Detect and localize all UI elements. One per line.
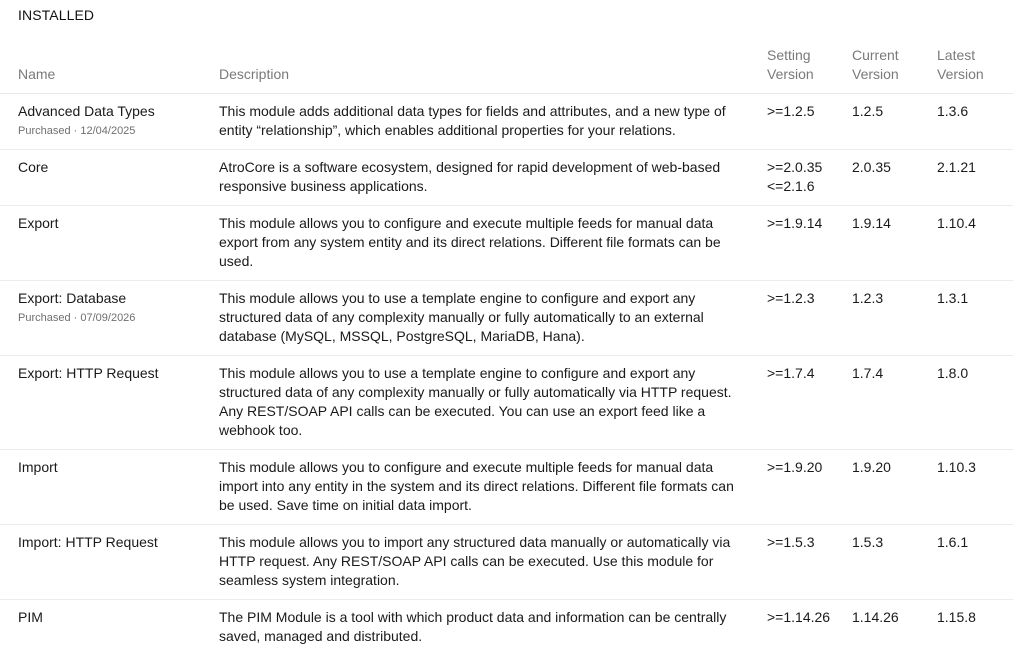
setting-version-cell xyxy=(749,150,834,206)
setting-version: >=1.14.26 xyxy=(767,609,831,625)
current-version: 1.2.5 xyxy=(834,94,919,150)
module-description: This module allows you to import any structured data manually or automatically via HTTP request. Any REST/SOAP API calls can be executed. Use this module for seamless system integration. xyxy=(201,525,749,600)
module-name-cell xyxy=(0,450,201,525)
module-description: This module allows you to use a template engine to configure and export any structured data of any complexity manually or fully automatically via HTTP request. Any REST/SOAP API calls can be executed. You can use an export feed like a webhook too. xyxy=(201,356,749,450)
column-header-current-version-line2: Version xyxy=(852,66,899,82)
module-name-cell xyxy=(0,206,201,281)
latest-version: 1.8.0 xyxy=(919,356,1013,450)
latest-version: 1.3.1 xyxy=(919,281,1013,356)
module-name-cell xyxy=(0,525,201,600)
latest-version: 1.10.4 xyxy=(919,206,1013,281)
current-version: 1.9.14 xyxy=(834,206,919,281)
column-header-current-version-line1: Current xyxy=(852,47,899,63)
table-header-row xyxy=(0,46,1013,94)
column-header-name-label: Name xyxy=(18,66,56,82)
column-header-setting-version xyxy=(749,46,834,94)
module-name[interactable]: Export: HTTP Request xyxy=(18,365,159,381)
current-version: 1.7.4 xyxy=(834,356,919,450)
column-header-name xyxy=(0,46,201,94)
setting-version: >=1.9.20 xyxy=(767,459,823,475)
table-row[interactable] xyxy=(0,94,1013,150)
setting-version: >=1.7.4 xyxy=(767,365,815,381)
module-name[interactable]: Export: Database xyxy=(18,290,127,306)
setting-version-cell xyxy=(749,356,834,450)
setting-version: >=1.2.3 xyxy=(767,290,815,306)
column-header-latest-version xyxy=(919,46,1013,94)
setting-version-cell xyxy=(749,600,834,656)
table-row[interactable] xyxy=(0,600,1013,656)
purchase-info: Purchased · 12/04/2025 xyxy=(18,125,136,137)
setting-version-cell xyxy=(749,450,834,525)
latest-version: 1.3.6 xyxy=(919,94,1013,150)
current-version: 1.14.26 xyxy=(852,609,899,625)
table-row[interactable] xyxy=(0,206,1013,281)
module-name-cell xyxy=(0,150,201,206)
setting-version-cell xyxy=(749,206,834,281)
module-name[interactable]: Import xyxy=(18,459,58,475)
setting-version-cell xyxy=(749,525,834,600)
setting-version: <=2.1.6 xyxy=(767,178,815,194)
module-name-cell xyxy=(0,600,201,656)
table-row[interactable] xyxy=(0,281,1013,356)
setting-version: >=1.2.5 xyxy=(767,103,815,119)
module-description: AtroCore is a software ecosystem, designed for rapid development of web-based responsive business applications. xyxy=(201,150,749,206)
column-header-setting-version-line2: Version xyxy=(767,66,814,82)
column-header-latest-version-line1: Latest xyxy=(937,47,976,63)
current-version: 1.2.3 xyxy=(834,281,919,356)
column-header-description xyxy=(201,46,749,94)
setting-version: >=1.9.14 xyxy=(767,215,823,231)
module-name[interactable]: Import: HTTP Request xyxy=(18,534,158,550)
module-description: This module allows you to use a template engine to configure and export any structured data of any complexity manually or fully automatically to an external database (MySQL, MSSQL, PostgreSQL, MariaDB, Hana). xyxy=(201,281,749,356)
module-name-cell xyxy=(0,281,201,356)
table-row[interactable] xyxy=(0,525,1013,600)
column-header-description-label: Description xyxy=(219,66,290,82)
module-name[interactable]: Export xyxy=(18,215,59,231)
latest-version: 2.1.21 xyxy=(919,150,1013,206)
table-row[interactable] xyxy=(0,356,1013,450)
module-name[interactable]: PIM xyxy=(18,609,43,625)
module-description: This module adds additional data types for fields and attributes, and a new type of entity “relationship”, which enables additional properties for your relations. xyxy=(201,94,749,150)
table-row[interactable] xyxy=(0,150,1013,206)
column-header-setting-version-line1: Setting xyxy=(767,47,811,63)
current-version: 1.9.20 xyxy=(834,450,919,525)
latest-version: 1.15.8 xyxy=(937,609,976,625)
module-description: The PIM Module is a tool with which product data and information can be centrally saved, managed and distributed. xyxy=(219,609,727,644)
current-version: 2.0.35 xyxy=(834,150,919,206)
current-version: 1.5.3 xyxy=(834,525,919,600)
module-description: This module allows you to configure and execute multiple feeds for manual data export from any system entity and its direct relations. Different file formats can be used. xyxy=(201,206,749,281)
purchase-info: Purchased · 07/09/2026 xyxy=(18,312,136,324)
latest-version: 1.10.3 xyxy=(919,450,1013,525)
setting-version-cell xyxy=(749,94,834,150)
setting-version-cell xyxy=(749,281,834,356)
setting-version: >=2.0.35 xyxy=(767,159,823,175)
module-name[interactable]: Core xyxy=(18,159,49,175)
module-description: This module allows you to configure and execute multiple feeds for manual data import into any entity in the system and its direct relations. Different file formats can be used. Save time on initial data import. xyxy=(201,450,749,525)
setting-version: >=1.5.3 xyxy=(767,534,815,550)
table-row[interactable] xyxy=(0,450,1013,525)
column-header-current-version xyxy=(834,46,919,94)
module-name-cell xyxy=(0,356,201,450)
latest-version: 1.6.1 xyxy=(919,525,1013,600)
module-name-cell xyxy=(0,94,201,150)
module-name[interactable]: Advanced Data Types xyxy=(18,103,155,119)
installed-modules-table xyxy=(0,46,1013,655)
column-header-latest-version-line2: Version xyxy=(937,66,984,82)
section-title: INSTALLED xyxy=(18,7,95,23)
